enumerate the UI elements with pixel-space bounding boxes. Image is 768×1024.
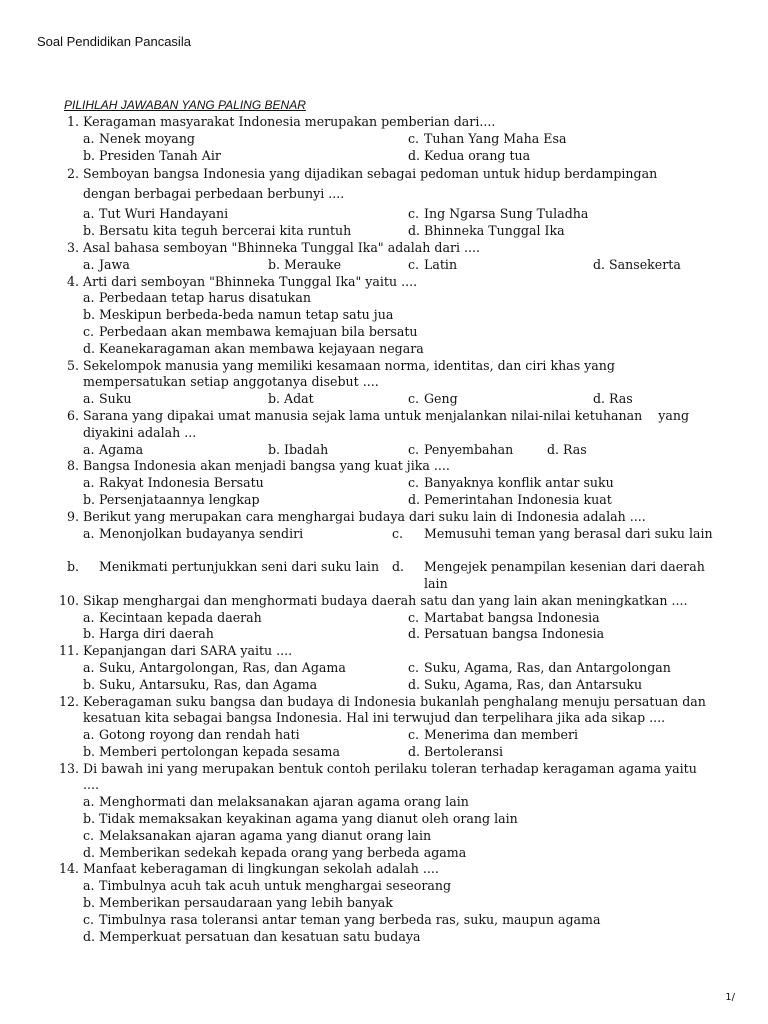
option-b[interactable]: b. Merauke	[268, 256, 342, 272]
option-b[interactable]: b. Harga diri daerah	[83, 626, 214, 642]
option-a[interactable]: a. Perbedaan tetap harus disatukan	[83, 290, 311, 306]
option-b[interactable]: b. Presiden Tanah Air	[83, 147, 221, 163]
question-10	[0, 593, 768, 643]
question-stem: Semboyan bangsa Indonesia yang dijadikan sebagai pedoman untuk hidup berdampingan dengan berbagai perbedaan berbunyi ....	[83, 166, 658, 202]
question-12	[0, 694, 768, 761]
question-stem: Bangsa Indonesia akan menjadi bangsa yang kuat jika ....	[83, 458, 450, 474]
question-2	[0, 164, 768, 240]
question-8	[0, 458, 768, 508]
option-c[interactable]: c. Memusuhi teman yang berasal dari suku lain	[392, 525, 713, 541]
option-a[interactable]: a. Tut Wuri Handayani	[83, 206, 229, 222]
question-number: 2.	[66, 166, 79, 182]
option-b[interactable]: b. Tidak memaksakan keyakinan agama yang dianut oleh orang lain	[83, 811, 518, 827]
option-a[interactable]: a. Jawa	[83, 256, 130, 272]
question-list	[0, 114, 768, 945]
option-c[interactable]: c. Penyembahan	[408, 441, 514, 457]
question-3	[0, 240, 768, 274]
question-number: 12.	[58, 693, 79, 709]
question-number: 13.	[58, 760, 79, 776]
question-stem: Sekelompok manusia yang memiliki kesamaan norma, identitas, dan ciri khas yang mempersatukan setiap anggotanya disebut ....	[83, 357, 615, 390]
question-11	[0, 643, 768, 693]
option-a[interactable]: a. Menonjolkan budayanya sendiri	[83, 525, 304, 541]
question-number: 11.	[58, 643, 79, 659]
option-a[interactable]: a. Menghormati dan melaksanakan ajaran agama orang lain	[83, 794, 469, 810]
question-number: 5.	[66, 357, 79, 373]
question-stem: Sikap menghargai dan menghormati budaya daerah satu dan yang lain akan meningkatkan ....	[83, 592, 688, 608]
option-d[interactable]: d. Ras	[593, 391, 633, 407]
option-b[interactable]: b. Memberikan persaudaraan yang lebih banyak	[83, 895, 393, 911]
question-stem: Arti dari semboyan "Bhinneka Tunggal Ika" yaitu ....	[83, 273, 418, 289]
option-d[interactable]: d. Persatuan bangsa Indonesia	[408, 626, 605, 642]
option-b[interactable]: b. Meskipun berbeda-beda namun tetap satu jua	[83, 307, 394, 323]
option-c[interactable]: c. Ing Ngarsa Sung Tuladha	[408, 206, 589, 222]
question-stem: Di bawah ini yang merupakan bentuk contoh perilaku toleran terhadap keragaman agama yaitu ....	[83, 760, 697, 793]
option-d[interactable]: d. Sansekerta	[593, 256, 681, 272]
question-number: 10.	[58, 592, 79, 608]
option-b[interactable]: b. Menikmati pertunjukkan seni dari suku lain	[67, 559, 380, 575]
question-13	[0, 761, 768, 862]
option-c[interactable]: c. Perbedaan akan membawa kemajuan bila bersatu	[83, 323, 418, 339]
option-b[interactable]: b. Memberi pertolongan kepada sesama	[83, 743, 341, 759]
option-d[interactable]: d. Mengejek penampilan kesenian dari daerah lain	[392, 559, 705, 591]
question-number: 1.	[66, 114, 79, 129]
question-stem: Kepanjangan dari SARA yaitu ....	[83, 643, 293, 659]
question-number: 6.	[66, 407, 79, 423]
question-stem: Keragaman masyarakat Indonesia merupakan pemberian dari....	[83, 114, 496, 129]
option-c[interactable]: c. Melaksanakan ajaran agama yang dianut orang lain	[83, 827, 432, 843]
question-14	[0, 861, 768, 945]
question-number: 9.	[66, 508, 79, 524]
option-a[interactable]: a. Gotong royong dan rendah hati	[83, 727, 300, 743]
question-6	[0, 408, 768, 458]
option-a[interactable]: a. Agama	[83, 441, 144, 457]
option-a[interactable]: a. Kecintaan kepada daerah	[83, 609, 262, 625]
option-c[interactable]: c. Menerima dan memberi	[408, 727, 578, 743]
option-c[interactable]: c. Suku, Agama, Ras, dan Antargolongan	[408, 659, 671, 675]
question-4	[0, 274, 768, 358]
option-d[interactable]: d. Bhinneka Tunggal Ika	[408, 223, 565, 239]
question-stem: Asal bahasa semboyan "Bhinneka Tunggal Ika" adalah dari ....	[83, 239, 481, 255]
option-d[interactable]: d. Keanekaragaman akan membawa kejayaan negara	[83, 340, 424, 356]
option-b[interactable]: b. Suku, Antarsuku, Ras, dan Agama	[83, 676, 318, 692]
option-b[interactable]: b. Bersatu kita teguh bercerai kita runtuh	[83, 223, 352, 239]
option-c[interactable]: c. Martabat bangsa Indonesia	[408, 609, 600, 625]
option-d[interactable]: d. Ras	[547, 441, 587, 457]
option-b[interactable]: b. Adat	[268, 391, 314, 407]
option-d[interactable]: d. Memperkuat persatuan dan kesatuan satu budaya	[83, 928, 421, 944]
instruction-heading: PILIHLAH JAWABAN YANG PALING BENAR	[64, 98, 306, 112]
option-b[interactable]: b. Ibadah	[268, 441, 329, 457]
question-1	[0, 114, 768, 164]
document-header: Soal Pendidikan Pancasila	[37, 34, 191, 49]
option-d[interactable]: d. Pemerintahan Indonesia kuat	[408, 491, 612, 507]
question-stem: Manfaat keberagaman di lingkungan sekolah adalah ....	[83, 861, 439, 877]
question-9	[0, 509, 768, 593]
option-a[interactable]: a. Rakyat Indonesia Bersatu	[83, 475, 264, 491]
option-d[interactable]: d. Memberikan sedekah kepada orang yang berbeda agama	[83, 844, 467, 860]
option-d[interactable]: d. Suku, Agama, Ras, dan Antarsuku	[408, 676, 643, 692]
option-c[interactable]: c. Timbulnya rasa toleransi antar teman yang berbeda ras, suku, maupun agama	[83, 911, 601, 927]
page-number: 1/	[725, 992, 735, 1003]
option-a[interactable]: a. Timbulnya acuh tak acuh untuk menghargai seseorang	[83, 878, 452, 894]
option-a[interactable]: a. Suku	[83, 391, 132, 407]
option-c[interactable]: c. Tuhan Yang Maha Esa	[408, 130, 567, 146]
question-stem: Sarana yang dipakai umat manusia sejak lama untuk menjalankan nilai-nilai ketuhanan yang diyakini adalah ...	[83, 407, 694, 440]
option-c[interactable]: c. Latin	[408, 256, 458, 272]
option-a[interactable]: a. Suku, Antargolongan, Ras, dan Agama	[83, 659, 346, 675]
question-number: 8.	[66, 458, 79, 474]
question-number: 14.	[58, 861, 79, 877]
option-d[interactable]: d. Bertoleransi	[408, 743, 503, 759]
question-stem: Keberagaman suku bangsa dan budaya di Indonesia bukanlah penghalang menuju persatuan dan kesatuan kita sebagai bangsa Indonesia. Hal ini terwujud dan terpelihara jika ada sikap ....	[83, 693, 706, 726]
option-c[interactable]: c. Geng	[408, 391, 458, 407]
question-number: 4.	[66, 273, 79, 289]
question-5	[0, 358, 768, 408]
option-d[interactable]: d. Kedua orang tua	[408, 147, 531, 163]
option-b[interactable]: b. Persenjataannya lengkap	[83, 491, 260, 507]
option-a[interactable]: a. Nenek moyang	[83, 130, 195, 146]
question-stem: Berikut yang merupakan cara menghargai budaya dari suku lain di Indonesia adalah ....	[83, 508, 646, 524]
option-c[interactable]: c. Banyaknya konflik antar suku	[408, 475, 614, 491]
question-number: 3.	[66, 239, 79, 255]
